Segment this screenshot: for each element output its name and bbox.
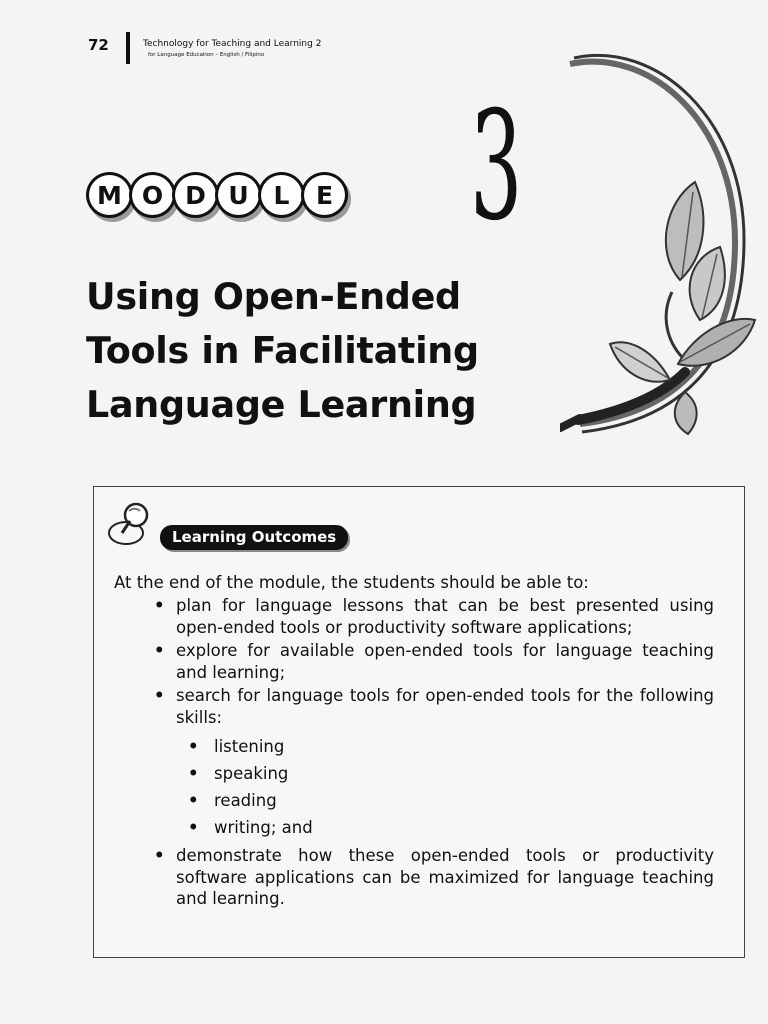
header-divider xyxy=(126,32,130,64)
outcomes-intro: At the end of the module, the students should be able to: xyxy=(114,573,589,592)
module-letter: D xyxy=(172,172,219,218)
module-letter: M xyxy=(86,172,133,218)
skills-list xyxy=(176,733,714,841)
page-number: 72 xyxy=(88,36,109,54)
skill-item: • listening xyxy=(176,733,714,760)
title-line: Using Open-Ended xyxy=(86,275,461,318)
module-title xyxy=(86,270,576,432)
title-line: Language Learning xyxy=(86,383,477,426)
module-letter: E xyxy=(301,172,348,218)
module-letter: L xyxy=(258,172,305,218)
outcome-item: • demonstrate how these open-ended tools or productivity software applications can be maximized for language teaching and learning. xyxy=(154,845,714,910)
outcome-item: • explore for available open-ended tools for language teaching and learning; xyxy=(154,640,714,683)
title-line: Tools in Facilitating xyxy=(86,329,479,372)
module-letter: O xyxy=(129,172,176,218)
skill-item: • writing; and xyxy=(176,814,714,841)
skill-item: • reading xyxy=(176,787,714,814)
module-heading xyxy=(86,172,344,218)
skill-item: • speaking xyxy=(176,760,714,787)
leaf-ornament-icon xyxy=(560,52,760,442)
module-number: 3 xyxy=(470,80,523,254)
learning-outcomes-badge: Learning Outcomes xyxy=(160,525,348,550)
pushpin-icon xyxy=(104,499,158,551)
outcome-item-text: search for language tools for open-ended tools for the following skills: xyxy=(176,686,714,727)
book-title: Technology for Teaching and Learning 2 xyxy=(143,39,322,49)
learning-outcomes-box xyxy=(93,486,745,958)
outcome-item: • plan for language lessons that can be best presented using open-ended tools or productivity software applications; xyxy=(154,595,714,638)
module-letter: U xyxy=(215,172,262,218)
outcomes-list xyxy=(154,595,714,912)
outcome-item xyxy=(154,685,714,841)
book-subtitle: for Language Education – English / Filipino xyxy=(148,52,265,58)
